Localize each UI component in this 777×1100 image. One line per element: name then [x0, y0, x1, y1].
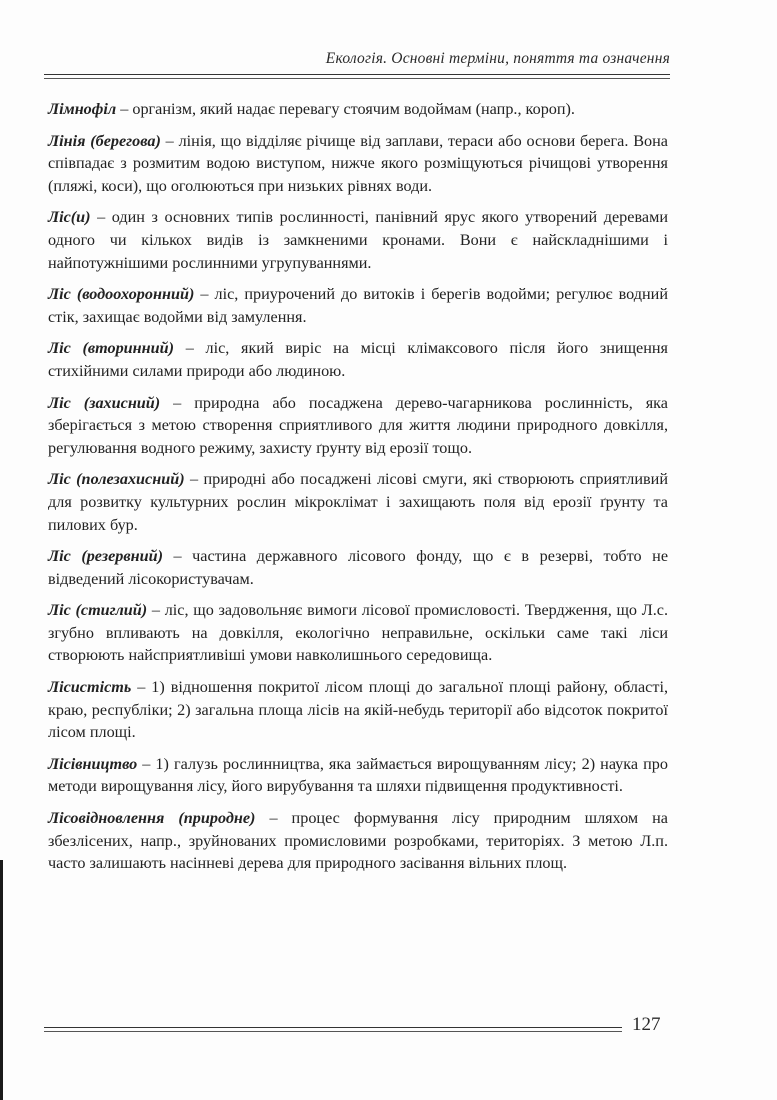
entry-definition: – природна або посаджена дерево-чагарникова рослинність, яка зберігається з метою створення сприятливого для життя людини природного довкілля, регулювання водного режиму, захисту ґрунту від ерозії тощо. — [48, 393, 668, 457]
entry-definition: – лінія, що відділяє річище від заплави, тераси або основи берега. Вона співпадає з розмитим водою виступом, нижче якого розміщуються річищові утворення (пляжі, коси), що оголюються при низьких рівнях води. — [48, 131, 668, 195]
entry-term: Ліс(и) — [48, 208, 91, 227]
glossary-entry — [48, 599, 668, 667]
entry-term: Ліс (резервний) — [48, 547, 163, 566]
entry-term: Лімнофіл — [48, 100, 117, 118]
entry-definition: – 1) відношення покритої лісом площі до загальної площі району, області, краю, республіки; 2) загальна площа лісів на якій-небудь території або відсоток покритої лісом площі. — [48, 678, 668, 742]
glossary-content — [48, 98, 668, 884]
glossary-entry — [48, 283, 668, 328]
entry-definition: – природні або посаджені лісові смуги, які створюють сприятливий для розвитку культурних рослин мікроклімат і захищають поля від ерозії ґрунту та пилових бур. — [48, 470, 668, 534]
glossary-entry — [48, 545, 668, 590]
entry-term: Лісистість — [48, 678, 132, 697]
glossary-entry — [48, 392, 668, 460]
entry-definition: – ліс, який виріс на місці клімаксового після його знищення стихійними силами природи або людиною. — [48, 339, 668, 380]
entry-term: Ліс (захисний) — [48, 393, 161, 412]
entry-term: Лісовідновлення (природне) — [48, 809, 256, 828]
header-rule — [44, 74, 670, 75]
glossary-entry — [48, 753, 668, 798]
glossary-entry — [48, 676, 668, 744]
entry-term: Лінія (берегова) — [48, 131, 161, 150]
entry-term: Лісівництво — [48, 754, 138, 773]
entry-definition: – організм, який надає перевагу стоячим водоймам (напр., короп). — [116, 100, 575, 118]
glossary-entry — [48, 206, 668, 274]
entry-definition: – ліс, що задовольняє вимоги лісової промисловості. Твердження, що Л.с. згубно впливають на довкілля, екологічно неправильне, оскільки саме такі ліси створюють найсприятливіші умови навколишнього середовища. — [48, 601, 669, 665]
page-number: 127 — [632, 1014, 661, 1035]
entry-term: Ліс (полезахисний) — [48, 470, 185, 489]
entry-definition: – один з основних типів рослинності, панівний ярус якого утворений деревами одного чи кількох видів із замкненими кронами. Вони є найскладнішими і найпотужнішими рослинними угрупуваннями. — [48, 208, 668, 272]
running-header: Екологія. Основні терміни, поняття та означення — [325, 50, 670, 67]
entry-term: Ліс (водоохоронний) — [48, 285, 195, 304]
header-rule-secondary — [44, 78, 670, 79]
entry-definition: – процес формування лісу природним шляхом на збезлісених, напр., зруйнованих промисловими розробками, територіях. З метою Л.п. часто залишають насінневі дерева для природного засівання вільних площ. — [48, 809, 668, 873]
entry-definition: – ліс, приурочений до витоків і берегів водойми; регулює водний стік, захищає водойми від замулення. — [48, 285, 668, 326]
glossary-entry — [48, 807, 668, 875]
glossary-entry — [48, 468, 668, 536]
glossary-entry — [48, 130, 668, 198]
entry-term: Ліс (стиглий) — [48, 601, 148, 620]
scan-spine-shadow — [0, 860, 3, 1100]
footer-rule-secondary — [44, 1031, 622, 1032]
footer-rule — [44, 1027, 622, 1028]
entry-definition: – 1) галузь рослинництва, яка займається вирощуванням лісу; 2) наука про методи вирощування лісу, його вирубування та шляхи підвищення продуктивності. — [48, 754, 668, 796]
entry-definition: – частина державного лісового фонду, що є в резерві, тобто не відведений лісокористувачам. — [48, 547, 669, 588]
glossary-entry — [48, 98, 668, 121]
entry-term: Ліс (вторинний) — [48, 339, 175, 358]
glossary-entry — [48, 337, 668, 382]
